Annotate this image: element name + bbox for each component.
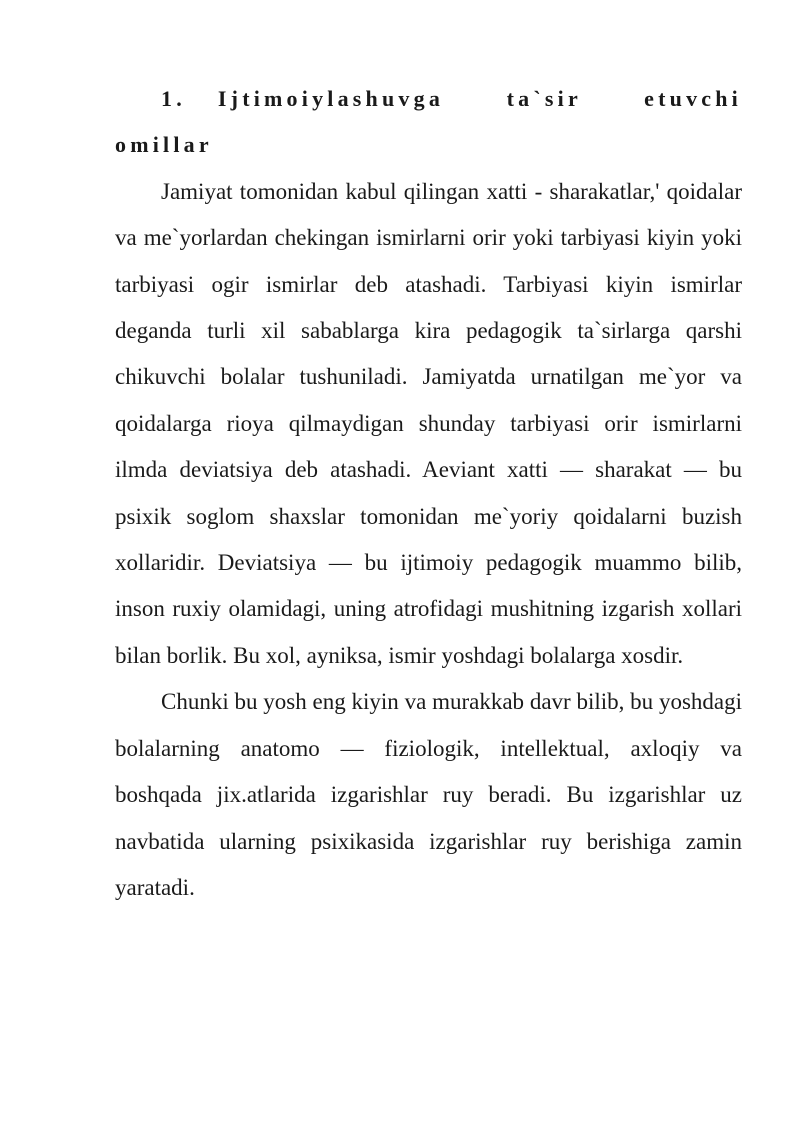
section-number: 1. — [161, 86, 186, 111]
section-title: Ijtimoiylashuvga ta`sir etuvchi omillar — [115, 86, 742, 158]
body-paragraph-2: Chunki bu yosh eng kiyin va murakkab davr bilib, bu yoshdagi bolalarning anatomo — fiziologik, intellektual, axloqiy va boshqada jix.atlarida izgarishlar ruy beradi. Bu izgarishlar uz navbatida ularning psixikasida izgarishlar ruy berishiga zamin yaratadi. — [115, 689, 742, 900]
document-page — [115, 76, 742, 911]
body-paragraph-1: Jamiyat tomonidan kabul qilingan xatti - sharakatlar,' qoidalar va me`yorlardan chekingan ismirlarni orir yoki tarbiyasi kiyin yoki tarbiyasi ogir ismirlar deb atashadi. Tarbiyasi kiyin ismirlar deganda turli xil sabablarga kira pedagogik ta`sirlarga qarshi chikuvchi bolalar tushuniladi. Jamiyatda urnatilgan me`yor va qoidalarga rioya qilmaydigan shunday tarbiyasi orir ismirlarni ilmda deviatsiya deb atashadi. Aeviant xatti — sharakat — bu psixik soglom shaxslar tomonidan me`yoriy qoidalarni buzish xollaridir. Deviatsiya — bu ijtimoiy pedagogik muammo bilib, inson ruxiy olamidagi, uning atrofidagi mushitning izgarish xollari bilan borlik. Bu xol, ayniksa, ismir yoshdagi bolalarga xosdir. — [115, 178, 742, 668]
section-heading — [115, 76, 742, 169]
